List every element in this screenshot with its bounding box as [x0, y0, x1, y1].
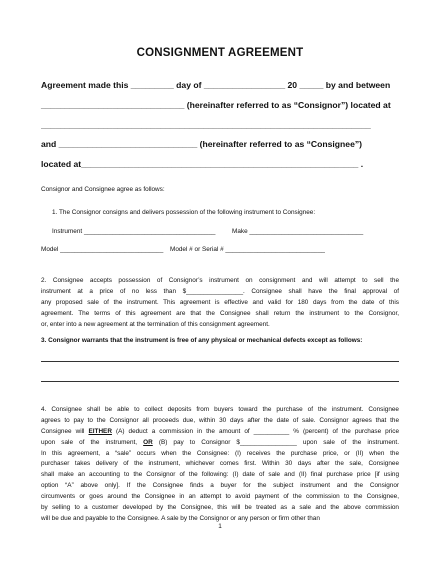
section-2-paragraph: [41, 276, 399, 330]
section-4-line: upon sale of the instrument, OR (B) pay to Consignor $________________ upon sale of the instrument.: [41, 438, 399, 446]
section-4-line: 4. Consignee shall be able to collect deposits from buyers toward the purchase of the instrument. Consignee: [41, 406, 399, 413]
serial-field: Model # or Serial # ____________________________: [170, 246, 325, 253]
consignor-name-line: ______________________________ (hereinafter referred to as “Consignor”) located at: [41, 100, 391, 110]
section-4-line: will be due and payable to the Consignee. A sale by the Consignor or any person or firm other than: [41, 514, 320, 522]
section-4-paragraph: [41, 405, 399, 525]
section-4-line: agrees to pay to the Consignor all proceeds due, within 30 days after the date of sale. Consignor agrees that the: [41, 416, 399, 424]
model-field: Model _____________________________: [41, 246, 164, 253]
consignee-name-line: and _____________________________ (hereinafter referred to as “Consignee”): [41, 139, 363, 149]
make-field: Make ________________________________: [232, 228, 364, 235]
defects-line-1: [41, 361, 399, 362]
section-3-warranty: 3. Consignor warrants that the instrument is free of any physical or mechanical defects except as follows:: [41, 337, 363, 344]
section-2-line: or, enter into a new agreement at the termination of this consignment agreement.: [41, 320, 270, 328]
section-4-line: by selling to a customer developed by the Consignee, this will be treated as a sale and the above commission: [41, 504, 399, 512]
section-2-line: instrument at a price of no less than $________________. Consignee shall have the final approval of: [41, 287, 399, 295]
section-4-line: purchaser takes delivery of the instrument, whichever comes first. Within 30 days after the sale, Consignee: [41, 460, 399, 468]
agreement-date-line: Agreement made this _________ day of _________________ 20 _____ by and between: [41, 80, 391, 90]
section-1-text: 1. The Consignor consigns and delivers possession of the following instrument to Consignee:: [52, 209, 316, 216]
section-2-line: agreement. The terms of this agreement are that the Consignee shall return the instrument to the Consignor,: [41, 309, 399, 317]
section-4-line: In this agreement, a “sale” occurs when the Consignee: (I) receives the purchase price, or (II) when the: [41, 449, 399, 457]
page-number: 1: [218, 523, 222, 530]
emphasis-word: OR: [143, 438, 153, 446]
section-4-line: option “A” above only]. If the Consignee finds a buyer for the subject instrument and the Consignor: [41, 482, 399, 490]
consignee-address-line: located at__________________________________________________________ .: [41, 159, 364, 169]
page-title: CONSIGNMENT AGREEMENT: [136, 47, 304, 59]
agree-intro: Consignor and Consignee agree as follows:: [41, 186, 165, 193]
defects-line-2: [41, 381, 399, 382]
section-4-line: circumvents or goes around the Consignee in an attempt to avoid payment of the commission to the Consignee,: [41, 493, 399, 501]
section-2-line: any proposed sale of the instrument. This agreement is effective and valid for 180 days from the date of this: [41, 298, 399, 306]
consignor-address-line: _____________________________________________________________________: [41, 120, 371, 130]
instrument-field: Instrument _____________________________________: [52, 228, 216, 235]
emphasis-word: EITHER: [88, 427, 112, 435]
section-4-line: shall make an accounting to the Consignor of the following: (I) date of sale and (II) final purchase price [if using: [41, 471, 399, 479]
section-4-line: Consignee will EITHER (A) deduct a commission in the amount of __________ % (percent) of the purchase price: [41, 427, 399, 435]
section-2-line: 2. Consignee accepts possession of Consignor’s instrument on consignment and will attempt to sell the: [41, 277, 399, 284]
